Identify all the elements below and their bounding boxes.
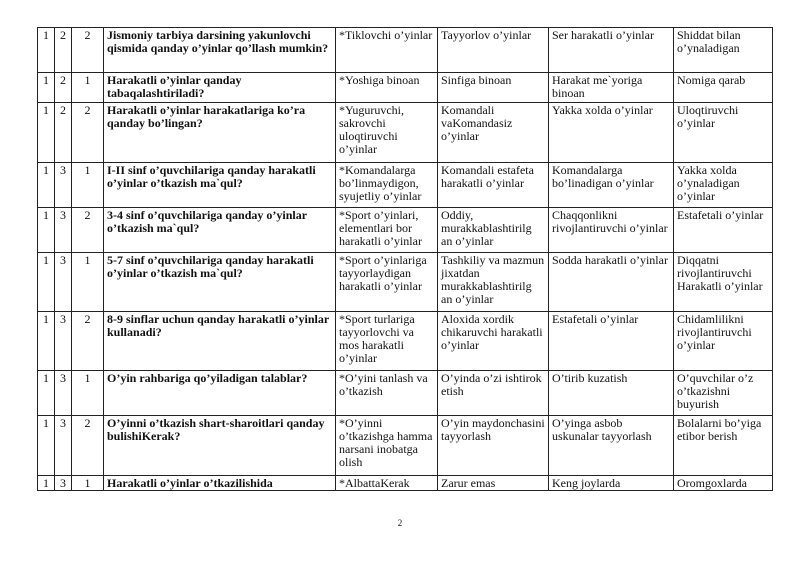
table-row	[38, 208, 773, 253]
col2-number: 2	[55, 28, 72, 73]
col1-number: 1	[38, 253, 55, 312]
questions-table	[37, 27, 773, 491]
col3-number: 1	[72, 163, 104, 208]
col2-number: 3	[55, 163, 72, 208]
answer-cell-1: *Sport turlariga tayyorlovchi va mos harakatli o’yinlar	[336, 312, 438, 371]
answer-cell-2: Tashkiliy va mazmun jixatdan murakkablashtirilg an o’yinlar	[438, 253, 549, 312]
answer-cell-3: Yakka xolda o’yinlar	[549, 103, 674, 163]
col2-number: 3	[55, 312, 72, 371]
col3-number: 1	[72, 253, 104, 312]
question-cell: 5-7 sinf o’quvchilariga qanday harakatli o’yinlar o’tkazish ma`qul?	[104, 253, 336, 312]
answer-cell-4: Chidamlilikni rivojlantiruvchi o’yinlar	[674, 312, 773, 371]
answer-cell-2: Komandali estafeta harakatli o’yinlar	[438, 163, 549, 208]
answer-cell-3: Ser harakatli o’yinlar	[549, 28, 674, 73]
table-body	[38, 28, 773, 491]
answer-cell-3: O’yinga asbob uskunalar tayyorlash	[549, 416, 674, 476]
answer-cell-3: Keng joylarda	[549, 476, 674, 491]
col2-number: 2	[55, 103, 72, 163]
answer-cell-1: *Sport o’yinlari, elementlari bor harakatli o’yinlar	[336, 208, 438, 253]
answer-cell-3: Sodda harakatli o’yinlar	[549, 253, 674, 312]
question-cell: O’yinni o’tkazish shart-sharoitlari qanday bulishiKerak?	[104, 416, 336, 476]
col1-number: 1	[38, 73, 55, 103]
answer-cell-2: O’yin maydonchasini tayyorlash	[438, 416, 549, 476]
table-row	[38, 371, 773, 416]
col1-number: 1	[38, 163, 55, 208]
answer-cell-3: Komandalarga bo’linadigan o’yinlar	[549, 163, 674, 208]
answer-cell-1: *Yuguruvchi, sakrovchi uloqtiruvchi o’yinlar	[336, 103, 438, 163]
col3-number: 1	[72, 371, 104, 416]
table-row	[38, 476, 773, 491]
table-row	[38, 312, 773, 371]
answer-cell-1: *AlbattaKerak	[336, 476, 438, 491]
col2-number: 3	[55, 416, 72, 476]
col2-number: 3	[55, 253, 72, 312]
answer-cell-3: Chaqqonlikni rivojlantiruvchi o’yinlar	[549, 208, 674, 253]
answer-cell-3: Estafetali o’yinlar	[549, 312, 674, 371]
answer-cell-2: Sinfiga binoan	[438, 73, 549, 103]
col1-number: 1	[38, 476, 55, 491]
question-cell: Harakatli o’yinlar harakatlariga ko’ra qanday bo’lingan?	[104, 103, 336, 163]
answer-cell-1: *Yoshiga binoan	[336, 73, 438, 103]
answer-cell-1: *O’yinni o’tkazishga hamma narsani inobatga olish	[336, 416, 438, 476]
question-cell: O’yin rahbariga qo’yiladigan talablar?	[104, 371, 336, 416]
col3-number: 1	[72, 476, 104, 491]
answer-cell-4: Nomiga qarab	[674, 73, 773, 103]
table-row	[38, 163, 773, 208]
answer-cell-4: Estafetali o’yinlar	[674, 208, 773, 253]
col3-number: 2	[72, 28, 104, 73]
answer-cell-1: *O’yini tanlash va o’tkazish	[336, 371, 438, 416]
question-cell: 3-4 sinf o’quvchilariga qanday o’yinlar o’tkazish ma`qul?	[104, 208, 336, 253]
col2-number: 2	[55, 73, 72, 103]
col2-number: 3	[55, 371, 72, 416]
col3-number: 2	[72, 416, 104, 476]
table-row	[38, 103, 773, 163]
answer-cell-3: Harakat me`yoriga binoan	[549, 73, 674, 103]
col1-number: 1	[38, 312, 55, 371]
col2-number: 3	[55, 208, 72, 253]
page-number: 2	[397, 518, 403, 528]
answer-cell-4: Shiddat bilan o’ynaladigan	[674, 28, 773, 73]
question-cell: Harakatli o’yinlar qanday tabaqalashtiriladi?	[104, 73, 336, 103]
answer-cell-4: Bolalarni bo’yiga etibor berish	[674, 416, 773, 476]
answer-cell-4: Yakka xolda o’ynaladigan o’yinlar	[674, 163, 773, 208]
question-cell: Jismoniy tarbiya darsining yakunlovchi qismida qanday o’yinlar qo’llash mumkin?	[104, 28, 336, 73]
table-row	[38, 28, 773, 73]
answer-cell-1: *Tiklovchi o’yinlar	[336, 28, 438, 73]
answer-cell-2: Komandali vaKomandasiz o’yinlar	[438, 103, 549, 163]
answer-cell-2: Oddiy, murakkablashtirilg an o’yinlar	[438, 208, 549, 253]
answer-cell-1: *Sport o’yinlariga tayyorlaydigan harakatli o’yinlar	[336, 253, 438, 312]
question-cell: I-II sinf o’quvchilariga qanday harakatli o’yinlar o’tkazish ma`qul?	[104, 163, 336, 208]
answer-cell-2: Aloxida xordik chikaruvchi harakatli o’yinlar	[438, 312, 549, 371]
question-cell: Harakatli o’yinlar o’tkazilishida	[104, 476, 336, 491]
answer-cell-4: Oromgoxlarda	[674, 476, 773, 491]
col3-number: 2	[72, 103, 104, 163]
answer-cell-4: Uloqtiruvchi o’yinlar	[674, 103, 773, 163]
table-row	[38, 73, 773, 103]
answer-cell-4: Diqqatni rivojlantiruvchi Harakatli o’yinlar	[674, 253, 773, 312]
col3-number: 1	[72, 73, 104, 103]
answer-cell-2: O’yinda o’zi ishtirok etish	[438, 371, 549, 416]
col1-number: 1	[38, 103, 55, 163]
col3-number: 2	[72, 312, 104, 371]
answer-cell-3: O’tirib kuzatish	[549, 371, 674, 416]
col1-number: 1	[38, 28, 55, 73]
question-cell: 8-9 sinflar uchun qanday harakatli o’yinlar kullanadi?	[104, 312, 336, 371]
col2-number: 3	[55, 476, 72, 491]
answer-cell-4: O’quvchilar o’z o’tkazishni buyurish	[674, 371, 773, 416]
answer-cell-1: *Komandalarga bo’linmaydigon, syujetliy o’yinlar	[336, 163, 438, 208]
col3-number: 2	[72, 208, 104, 253]
answer-cell-2: Tayyorlov o’yinlar	[438, 28, 549, 73]
col1-number: 1	[38, 416, 55, 476]
answer-cell-2: Zarur emas	[438, 476, 549, 491]
table-row	[38, 416, 773, 476]
col1-number: 1	[38, 208, 55, 253]
table-row	[38, 253, 773, 312]
col1-number: 1	[38, 371, 55, 416]
